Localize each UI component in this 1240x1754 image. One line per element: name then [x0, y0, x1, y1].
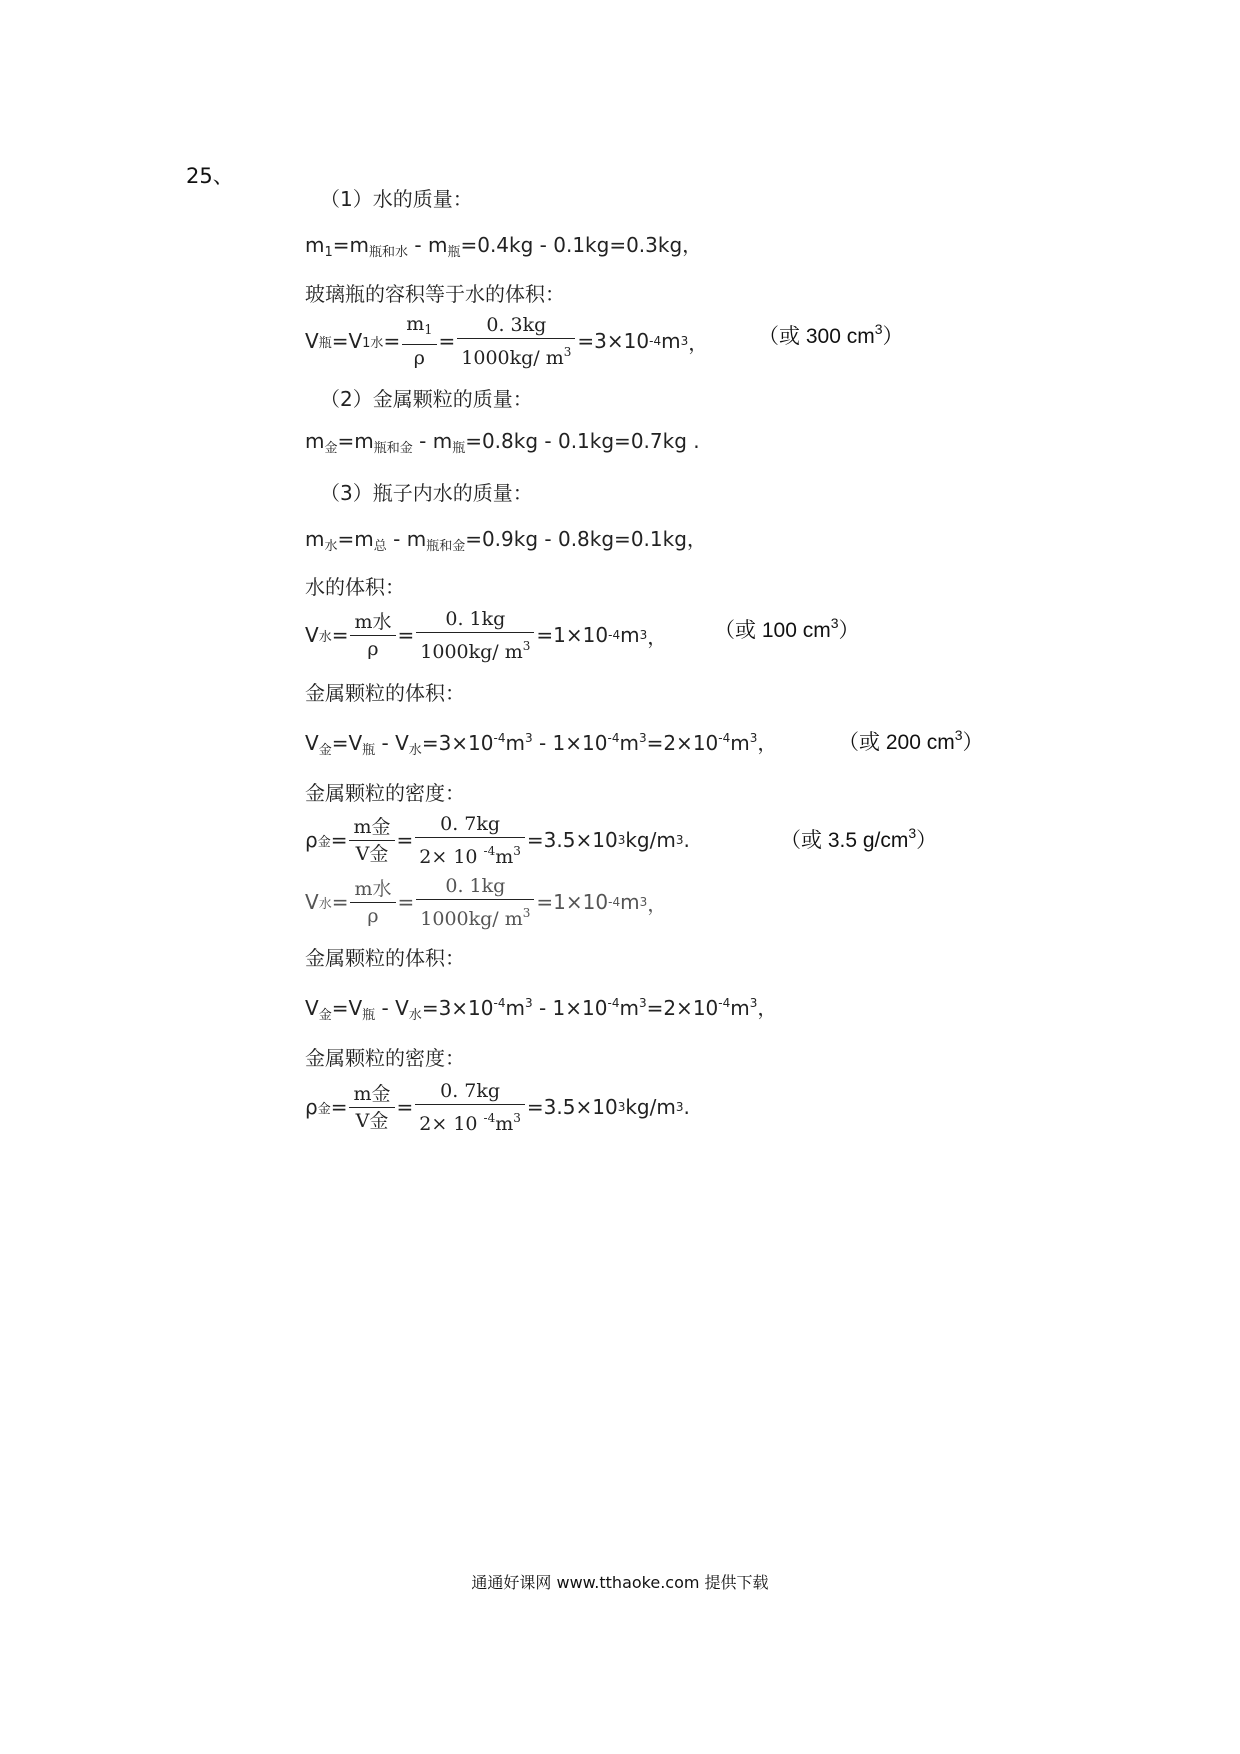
bottle-volume-equation: V 瓶 =V 1水 = $\frac{m_1}{\rho}$ = $\frac{0. 3kg}{1000kg/ m^3}$ =3×10 -4 m 3 ， — [305, 313, 709, 369]
water-mass-equation: $m_1=m_{瓶和水} - m_瓶=0.4kg - 0.1kg=0.3kg$， — [305, 233, 703, 260]
fraction-mmetal-over-vmetal: $\frac{\text{m金}}{\text{V金}}$ — [349, 814, 394, 867]
repeat-metal-volume-equation: $V_金=V_瓶 - V_水=3\times 10^{-4}m^3 - 1\times 10^{-4}m^3=2\times 10^{-4}m^3$， — [305, 996, 778, 1023]
fraction-m1-over-rho: $\frac{m_1}{\rho}$ — [402, 311, 436, 371]
metal-mass-equation: $m_金=m_{瓶和金} - m_瓶=0.8kg - 0.1kg=0.7kg$ . — [305, 429, 700, 456]
alt-answer-100: （或 100 $cm^3$） — [714, 615, 860, 642]
fraction-mwater-over-rho: $\frac{\text{m水}}{\rho}$ — [350, 609, 395, 662]
water-volume-equation: V 水 = $\frac{\text{m水}}{\rho}$ = $\frac{0. 1kg}{1000kg/ m^3}$ =1×10 -4 m 3 ， — [305, 607, 668, 663]
metal-volume-label: 金属颗粒的体积： — [305, 681, 465, 705]
alt-answer-3.5: （或 3.5 $g/cm^3$） — [780, 825, 938, 852]
bottle-volume-note: 玻璃瓶的容积等于水的体积： — [305, 282, 565, 306]
fraction-0.1kg-over-density: $\frac{0. 1kg}{1000kg/ m^3}$ — [416, 606, 534, 665]
alt-answer-200: （或 200 $cm^3$） — [838, 727, 984, 754]
fraction-mass-over-density: $\frac{0. 3kg}{1000kg/ m^3}$ — [457, 312, 575, 371]
repeat-metal-density-equation: ρ 金 = $\frac{\text{m金}}{\text{V金}}$ = $\frac{0. 7kg}{2\times 10 ^{-4}m^3}$ =3.5×10 3 kg/m 3 . — [305, 1079, 690, 1135]
water-inside-mass-equation: $m_水=m_总 - m_{瓶和金}=0.9kg - 0.8kg=0.1kg$， — [305, 527, 707, 554]
water-volume-label: 水的体积： — [305, 575, 405, 599]
metal-volume-equation: $V_金=V_瓶 - V_水=3\times 10^{-4}m^3 - 1\times 10^{-4}m^3=2\times 10^{-4}m^3$， — [305, 731, 778, 758]
question-number: 25、 — [186, 164, 234, 188]
metal-density-equation: ρ 金 = $\frac{\text{m金}}{\text{V金}}$ = $\frac{0. 7kg}{2\times 10 ^{-4}m^3}$ =3.5×10 3 kg/m 3 . — [305, 812, 690, 868]
fraction-0.7kg-over-volume: $\frac{0. 7kg}{2\times 10 ^{-4}m^3}$ — [415, 811, 525, 870]
repeat-metal-density-label: 金属颗粒的密度： — [305, 1046, 465, 1070]
section3-heading: （3）瓶子内水的质量： — [320, 481, 533, 505]
repeat-metal-volume-label: 金属颗粒的体积： — [305, 946, 465, 970]
footer-source: 通通好课网 www.tthaoke.com 提供下载 — [471, 1573, 769, 1592]
section1-heading: （1）水的质量： — [320, 187, 473, 211]
section2-heading: （2）金属颗粒的质量： — [320, 387, 533, 411]
metal-density-label: 金属颗粒的密度： — [305, 781, 465, 805]
repeat-water-volume-equation: V 水 = $\frac{\text{m水}}{\rho}$ = $\frac{0. 1kg}{1000kg/ m^3}$ =1×10 -4 m 3 ， — [305, 874, 668, 930]
alt-answer-300: （或 300 $cm^3$） — [758, 321, 904, 348]
